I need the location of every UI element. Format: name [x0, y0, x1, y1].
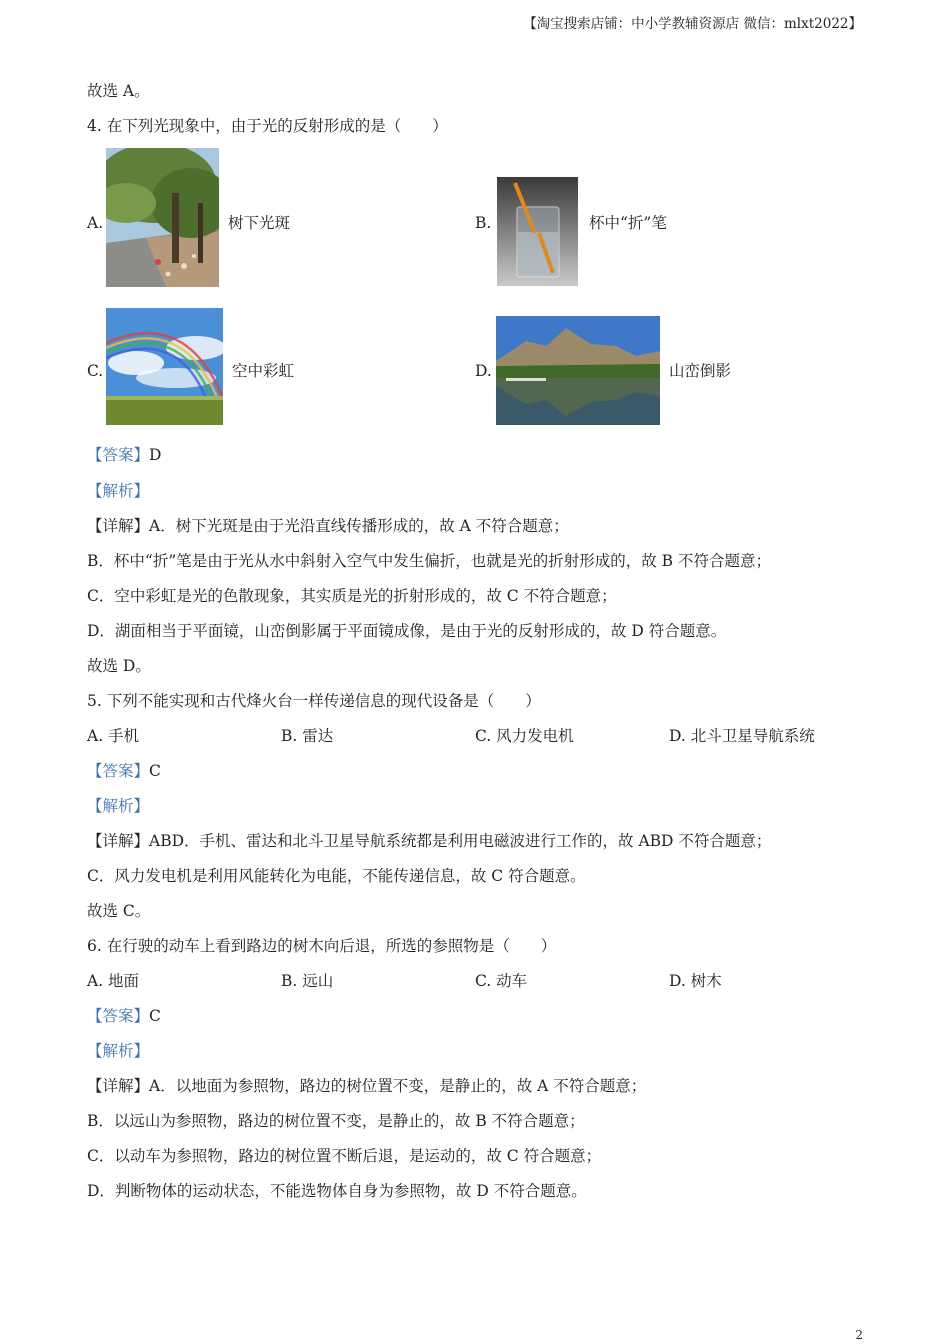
q6-analysis-tag: 【解析】 — [87, 1042, 150, 1060]
q4-option-a-caption: 树下光斑 — [228, 214, 291, 232]
q6-detail-line: C．以动车为参照物，路边的树位置不断后退，是运动的，故 C 符合题意； — [87, 1147, 602, 1165]
q4-option-a-label: A. — [87, 214, 104, 232]
q6-option-a: A. 地面 — [87, 972, 140, 990]
q4-detail-line: D．湖面相当于平面镜，山峦倒影属于平面镜成像，是由于光的反射形成的，故 D 符合题意。 — [87, 622, 727, 640]
q5-option-a: A. 手机 — [87, 727, 140, 745]
pencil-in-glass-photo-icon — [497, 177, 578, 286]
q5-option-b: B. 雷达 — [281, 727, 334, 745]
q4-option-c-caption: 空中彩虹 — [232, 362, 295, 380]
tree-shade-photo-icon — [106, 148, 219, 287]
q5-option-c: C. 风力发电机 — [475, 727, 574, 745]
q4-detail-line: B．杯中“折”笔是由于光从水中斜射入空气中发生偏折，也就是光的折射形成的，故 B 不符合题意； — [87, 552, 771, 570]
q4-answer — [87, 445, 161, 465]
q4-option-d-caption: 山峦倒影 — [669, 362, 732, 380]
q4-conclusion: 故选 D。 — [87, 657, 151, 675]
q6-detail-line: B．以远山为参照物，路边的树位置不变，是静止的，故 B 不符合题意； — [87, 1112, 585, 1130]
rainbow-photo-icon — [106, 308, 223, 425]
q6-option-d: D. 树木 — [669, 972, 722, 990]
q4-option-b-label: B. — [475, 214, 492, 232]
q6-answer — [87, 1006, 161, 1026]
q4-option-c-label: C. — [87, 362, 104, 380]
answer-value: C — [149, 762, 161, 780]
answer-value: C — [149, 1007, 161, 1025]
q6-option-b: B. 远山 — [281, 972, 334, 990]
prev-conclusion: 故选 A。 — [87, 82, 150, 100]
page-header: 【淘宝搜索店铺：中小学教辅资源店 微信：mlxt2022】 — [523, 16, 862, 32]
q6-detail-line — [87, 1076, 646, 1096]
q5-answer — [87, 761, 161, 781]
detail-tag: 【详解】 — [87, 517, 150, 535]
q4-option-d-label: D. — [475, 362, 492, 380]
q5-conclusion: 故选 C。 — [87, 902, 151, 920]
answer-value: D — [149, 446, 162, 464]
q4-detail-text: A．树下光斑是由于光沿直线传播形成的，故 A 不符合题意； — [149, 517, 569, 535]
q5-stem: 5. 下列不能实现和古代烽火台一样传递信息的现代设备是（ ） — [87, 692, 541, 710]
q5-detail-line — [87, 831, 771, 851]
q4-stem: 4. 在下列光现象中，由于光的反射形成的是（ ） — [87, 117, 448, 135]
q4-detail-line: C．空中彩虹是光的色散现象，其实质是光的折射形成的，故 C 不符合题意； — [87, 587, 617, 605]
q5-detail-text: ABD．手机、雷达和北斗卫星导航系统都是利用电磁波进行工作的，故 ABD 不符合题意； — [149, 832, 772, 850]
q5-analysis-tag: 【解析】 — [87, 797, 150, 815]
q6-stem: 6. 在行驶的动车上看到路边的树木向后退，所选的参照物是（ ） — [87, 937, 557, 955]
q4-option-b-caption: 杯中“折”笔 — [589, 214, 667, 232]
q5-detail-line: C．风力发电机是利用风能转化为电能，不能传递信息，故 C 符合题意。 — [87, 867, 586, 885]
q4-detail-line — [87, 516, 569, 536]
q6-detail-text: A．以地面为参照物，路边的树位置不变，是静止的，故 A 不符合题意； — [149, 1077, 647, 1095]
answer-tag: 【答案】 — [87, 446, 150, 464]
page-number: 2 — [855, 1328, 863, 1342]
mountain-reflection-photo-icon — [496, 316, 660, 425]
answer-tag: 【答案】 — [87, 1007, 150, 1025]
q6-detail-line: D．判断物体的运动状态，不能选物体自身为参照物，故 D 不符合题意。 — [87, 1182, 587, 1200]
detail-tag: 【详解】 — [87, 1077, 150, 1095]
q4-analysis-tag: 【解析】 — [87, 482, 150, 500]
detail-tag: 【详解】 — [87, 832, 150, 850]
q6-option-c: C. 动车 — [475, 972, 528, 990]
q5-option-d: D. 北斗卫星导航系统 — [669, 727, 815, 745]
answer-tag: 【答案】 — [87, 762, 150, 780]
